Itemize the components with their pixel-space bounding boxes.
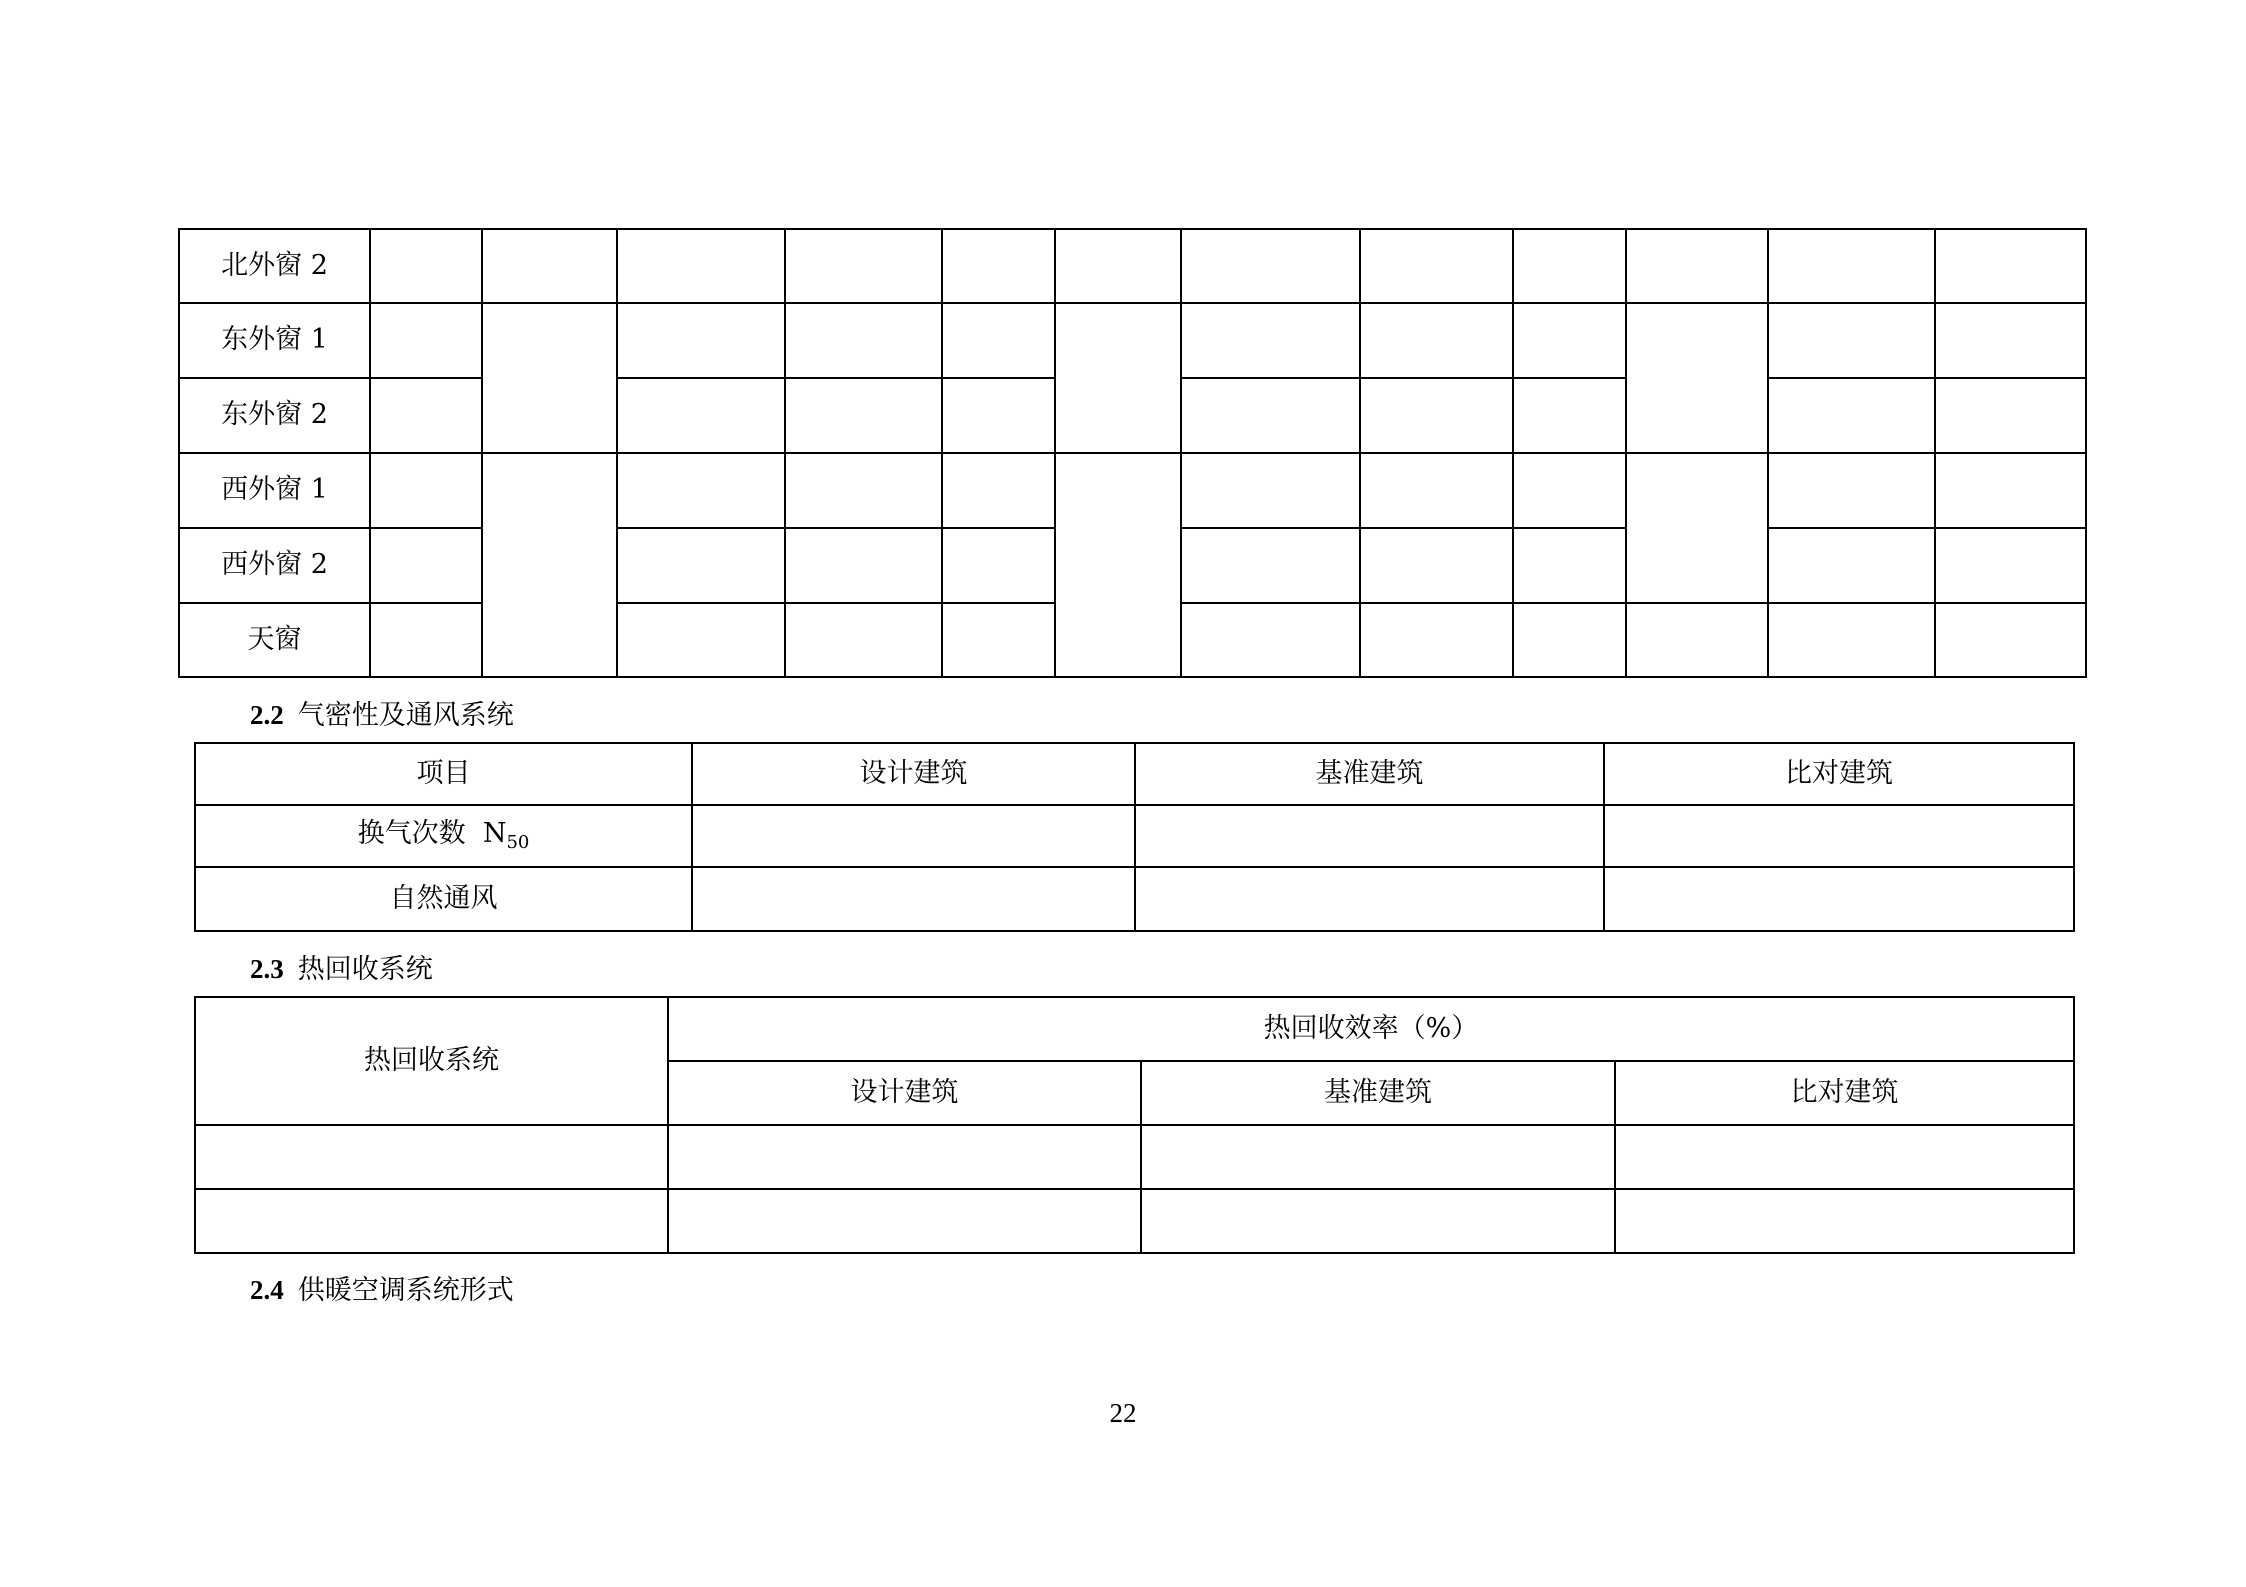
page-number: 22 [1109, 1398, 1137, 1428]
table-row [179, 229, 2086, 303]
table-row [195, 1189, 2074, 1253]
table-row [179, 303, 2086, 378]
column-header: 设计建筑 [668, 1061, 1141, 1125]
row-label: 东外窗 1 [179, 303, 370, 378]
section-heading-2-3 [250, 947, 433, 986]
symbol-subscript: 50 [506, 832, 530, 854]
table-header-row [195, 743, 2074, 805]
row-label-text: 换气次数 [357, 818, 466, 850]
section-number: 2.4 [250, 1275, 284, 1305]
section-title: 热回收系统 [297, 954, 433, 985]
row-label: 东外窗 2 [179, 378, 370, 453]
section-heading-2-4 [250, 1268, 514, 1307]
table-header-row [195, 997, 2074, 1061]
table-row [179, 453, 2086, 528]
symbol-n: N [482, 818, 507, 850]
row-label: 西外窗 2 [179, 528, 370, 603]
table-row [195, 805, 2074, 867]
window-table [178, 228, 2087, 678]
heat-recovery-table [194, 996, 2075, 1254]
row-label: 天窗 [179, 603, 370, 677]
table-row [195, 867, 2074, 931]
column-header: 基准建筑 [1141, 1061, 1615, 1125]
section-title: 气密性及通风系统 [297, 700, 514, 731]
column-header: 比对建筑 [1615, 1061, 2074, 1125]
airtightness-table [194, 742, 2075, 932]
row-label: 北外窗 2 [179, 229, 370, 303]
column-header: 基准建筑 [1135, 743, 1604, 805]
column-header: 项目 [195, 743, 692, 805]
section-heading-2-2 [250, 693, 514, 732]
table-row [195, 1125, 2074, 1189]
row-label-air-change [195, 805, 692, 867]
row-label: 自然通风 [195, 867, 692, 931]
row-label: 西外窗 1 [179, 453, 370, 528]
column-header: 比对建筑 [1604, 743, 2074, 805]
section-title: 供暖空调系统形式 [297, 1275, 514, 1306]
section-number: 2.2 [250, 700, 284, 730]
group-header: 热回收效率（%） [668, 997, 2074, 1061]
column-header: 设计建筑 [692, 743, 1135, 805]
section-number: 2.3 [250, 954, 284, 984]
row-header: 热回收系统 [195, 997, 668, 1125]
